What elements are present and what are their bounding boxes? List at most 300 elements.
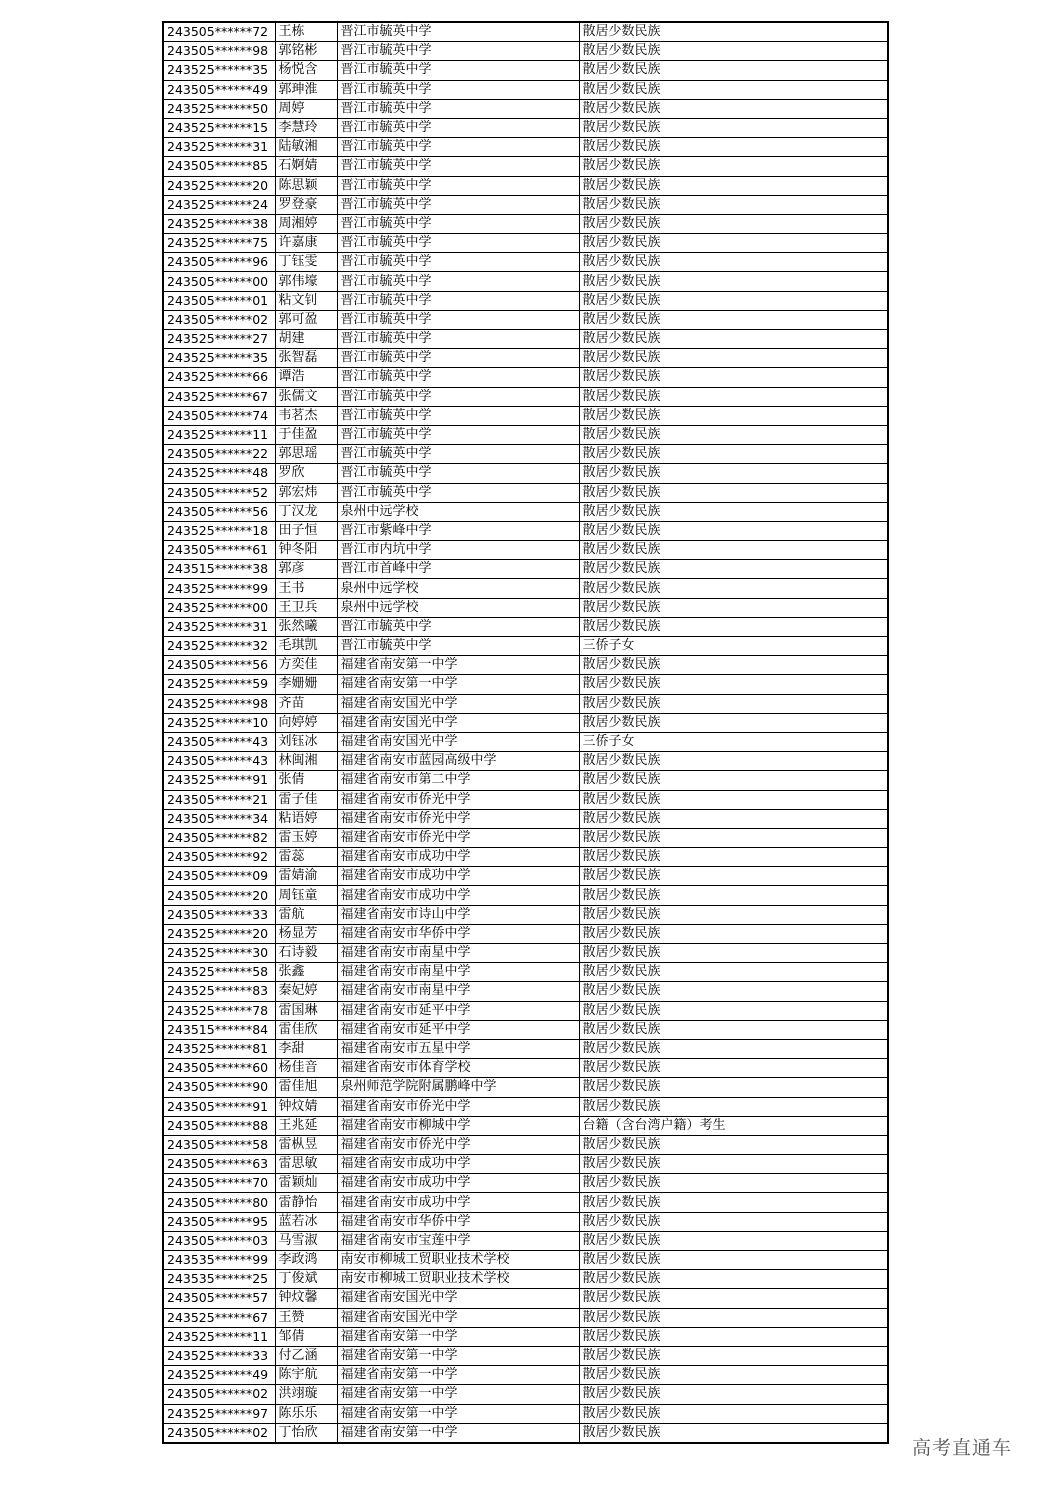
candidate-name: 粘文钊 [275,291,337,310]
table-row [163,1059,888,1078]
table-row [163,1001,888,1020]
school-name: 晋江市毓英中学 [337,406,579,425]
candidate-id: 243525******30 [163,944,275,963]
school-name: 晋江市毓英中学 [337,349,579,368]
school-name: 福建省南安市侨光中学 [337,1097,579,1116]
bonus-category: 散居少数民族 [579,675,888,694]
candidate-name: 田子恒 [275,521,337,540]
candidate-name: 郭铭彬 [275,42,337,61]
candidate-id: 243525******32 [163,637,275,656]
candidate-name: 杨显芳 [275,924,337,943]
school-name: 福建省南安市成功中学 [337,1193,579,1212]
school-name: 福建省南安市宝莲中学 [337,1231,579,1250]
table-row [163,22,888,42]
candidate-id: 243525******35 [163,61,275,80]
school-name: 晋江市毓英中学 [337,310,579,329]
school-name: 福建省南安市南星中学 [337,963,579,982]
bonus-category: 散居少数民族 [579,771,888,790]
table-row [163,118,888,137]
table-row [163,1289,888,1308]
table-row [163,42,888,61]
candidate-name: 秦妃婷 [275,982,337,1001]
table-row [163,368,888,387]
candidate-name: 王兆延 [275,1116,337,1135]
bonus-category: 散居少数民族 [579,809,888,828]
candidate-name: 郭可盈 [275,310,337,329]
bonus-category: 散居少数民族 [579,944,888,963]
candidate-id: 243525******10 [163,713,275,732]
school-name: 福建省南安国光中学 [337,694,579,713]
candidate-name: 石婀婧 [275,157,337,176]
candidate-id: 243525******33 [163,1346,275,1365]
bonus-category: 散居少数民族 [579,1039,888,1058]
candidate-name: 王赞 [275,1308,337,1327]
bonus-category: 散居少数民族 [579,1193,888,1212]
bonus-category: 散居少数民族 [579,42,888,61]
candidate-name: 郭彦 [275,560,337,579]
table-row [163,982,888,1001]
school-name: 南安市柳城工贸职业技术学校 [337,1270,579,1289]
candidate-id: 243505******22 [163,445,275,464]
bonus-category: 散居少数民族 [579,195,888,214]
bonus-category: 散居少数民族 [579,924,888,943]
candidate-name: 丁汉龙 [275,502,337,521]
candidate-name: 雷玉婷 [275,828,337,847]
table-row [163,502,888,521]
candidate-id: 243505******33 [163,905,275,924]
school-name: 福建省南安市成功中学 [337,1174,579,1193]
school-name: 福建省南安市蓝园高级中学 [337,752,579,771]
school-name: 晋江市毓英中学 [337,483,579,502]
table-row [163,99,888,118]
candidate-id: 243505******95 [163,1212,275,1231]
bonus-category: 散居少数民族 [579,272,888,291]
bonus-category: 散居少数民族 [579,1078,888,1097]
candidate-name: 雷佳旭 [275,1078,337,1097]
school-name: 福建省南安国光中学 [337,732,579,751]
candidate-name: 陆敏湘 [275,138,337,157]
candidate-name: 雷思敏 [275,1155,337,1174]
candidate-name: 郭思瑶 [275,445,337,464]
candidate-name: 罗欣 [275,464,337,483]
table-row [163,617,888,636]
candidate-id: 243505******90 [163,1078,275,1097]
candidate-name: 向婷婷 [275,713,337,732]
table-row [163,1039,888,1058]
school-name: 福建省南安市诗山中学 [337,905,579,924]
school-name: 泉州师范学院附属鹏峰中学 [337,1078,579,1097]
candidate-id: 243515******84 [163,1020,275,1039]
table-row [163,963,888,982]
candidate-id: 243505******52 [163,483,275,502]
school-name: 晋江市毓英中学 [337,445,579,464]
candidate-id: 243505******21 [163,790,275,809]
table-row [163,809,888,828]
table-row [163,157,888,176]
table-row [163,1231,888,1250]
candidate-id: 243505******92 [163,848,275,867]
candidate-id: 243505******56 [163,502,275,521]
candidate-name: 张智磊 [275,349,337,368]
candidate-name: 李甜 [275,1039,337,1058]
candidate-name: 粘语婷 [275,809,337,828]
candidate-name: 邹倩 [275,1327,337,1346]
bonus-category: 散居少数民族 [579,1327,888,1346]
candidate-name: 罗登豪 [275,195,337,214]
table-row [163,445,888,464]
bonus-category: 散居少数民族 [579,790,888,809]
school-name: 晋江市毓英中学 [337,42,579,61]
school-name: 晋江市毓英中学 [337,425,579,444]
candidate-name: 王书 [275,579,337,598]
school-name: 晋江市毓英中学 [337,157,579,176]
candidate-name: 刘钰冰 [275,732,337,751]
school-name: 福建省南安市柳城中学 [337,1116,579,1135]
candidate-name: 石诗毅 [275,944,337,963]
school-name: 晋江市毓英中学 [337,195,579,214]
bonus-category: 散居少数民族 [579,1366,888,1385]
bonus-category: 散居少数民族 [579,617,888,636]
candidate-name: 李政鸿 [275,1251,337,1270]
candidate-name: 杨佳音 [275,1059,337,1078]
table-row [163,1078,888,1097]
candidate-table-body [163,22,888,1443]
candidate-name: 郭珅淮 [275,80,337,99]
school-name: 福建省南安市五星中学 [337,1039,579,1058]
bonus-category: 散居少数民族 [579,694,888,713]
table-row [163,541,888,560]
candidate-name: 李慧玲 [275,118,337,137]
bonus-category: 散居少数民族 [579,982,888,1001]
bonus-category: 散居少数民族 [579,1346,888,1365]
table-row [163,1116,888,1135]
candidate-id: 243505******85 [163,157,275,176]
bonus-category: 散居少数民族 [579,291,888,310]
candidate-name: 钟冬阳 [275,541,337,560]
school-name: 晋江市毓英中学 [337,118,579,137]
bonus-category: 台籍（含台湾户籍）考生 [579,1116,888,1135]
table-row [163,886,888,905]
school-name: 福建省南安市侨光中学 [337,790,579,809]
bonus-category: 散居少数民族 [579,80,888,99]
school-name: 福建省南安第一中学 [337,1423,579,1443]
school-name: 晋江市毓英中学 [337,99,579,118]
candidate-name: 王卫兵 [275,598,337,617]
bonus-category: 散居少数民族 [579,502,888,521]
candidate-name: 张儒文 [275,387,337,406]
school-name: 晋江市毓英中学 [337,272,579,291]
bonus-category: 散居少数民族 [579,464,888,483]
table-row [163,1346,888,1365]
table-row [163,1423,888,1443]
bonus-category: 散居少数民族 [579,99,888,118]
school-name: 晋江市毓英中学 [337,387,579,406]
candidate-id: 243505******63 [163,1155,275,1174]
bonus-category: 散居少数民族 [579,445,888,464]
school-name: 泉州中远学校 [337,502,579,521]
school-name: 晋江市首峰中学 [337,560,579,579]
candidate-id: 243525******18 [163,521,275,540]
candidate-name: 方奕佳 [275,656,337,675]
table-row [163,349,888,368]
table-row [163,272,888,291]
candidate-id: 243505******88 [163,1116,275,1135]
table-row [163,61,888,80]
table-row [163,483,888,502]
school-name: 福建省南安市成功中学 [337,886,579,905]
candidate-name: 雷静怡 [275,1193,337,1212]
school-name: 福建省南安市体育学校 [337,1059,579,1078]
school-name: 福建省南安市延平中学 [337,1020,579,1039]
candidate-id: 243505******82 [163,828,275,847]
table-row [163,637,888,656]
candidate-id: 243505******98 [163,42,275,61]
watermark: 高考直通车 [912,1437,1013,1459]
candidate-name: 张鑫 [275,963,337,982]
bonus-category: 散居少数民族 [579,1020,888,1039]
candidate-id: 243525******50 [163,99,275,118]
candidate-id: 243505******09 [163,867,275,886]
bonus-category: 散居少数民族 [579,234,888,253]
candidate-id: 243505******02 [163,310,275,329]
candidate-id: 243525******97 [163,1404,275,1423]
candidate-id: 243515******38 [163,560,275,579]
candidate-name: 雷佳欣 [275,1020,337,1039]
school-name: 晋江市毓英中学 [337,234,579,253]
candidate-id: 243525******91 [163,771,275,790]
school-name: 福建省南安第一中学 [337,1366,579,1385]
school-name: 晋江市内坑中学 [337,541,579,560]
bonus-category: 散居少数民族 [579,848,888,867]
candidate-id: 243505******74 [163,406,275,425]
candidate-name: 雷婧渝 [275,867,337,886]
school-name: 晋江市毓英中学 [337,464,579,483]
table-row [163,1097,888,1116]
table-row [163,1327,888,1346]
bonus-category: 散居少数民族 [579,1212,888,1231]
school-name: 福建省南安市南星中学 [337,982,579,1001]
table-row [163,867,888,886]
table-row [163,310,888,329]
school-name: 福建省南安市南星中学 [337,944,579,963]
table-row [163,1308,888,1327]
school-name: 晋江市紫峰中学 [337,521,579,540]
school-name: 福建省南安市成功中学 [337,867,579,886]
candidate-name: 李姗姗 [275,675,337,694]
bonus-category: 散居少数民族 [579,214,888,233]
table-row [163,790,888,809]
candidate-id: 243505******49 [163,80,275,99]
table-row [163,848,888,867]
candidate-id: 243505******43 [163,752,275,771]
bonus-category: 散居少数民族 [579,1174,888,1193]
table-row [163,905,888,924]
table-row [163,176,888,195]
candidate-name: 付乙涵 [275,1346,337,1365]
candidate-name: 许嘉康 [275,234,337,253]
candidate-id: 243525******11 [163,425,275,444]
candidate-id: 243525******78 [163,1001,275,1020]
candidate-id: 243505******20 [163,886,275,905]
candidate-id: 243525******00 [163,598,275,617]
candidate-id: 243505******01 [163,291,275,310]
table-row [163,406,888,425]
candidate-name: 蓝若冰 [275,1212,337,1231]
bonus-category: 散居少数民族 [579,368,888,387]
candidate-id: 243505******03 [163,1231,275,1250]
candidate-id: 243505******80 [163,1193,275,1212]
bonus-category: 散居少数民族 [579,1135,888,1154]
bonus-category: 散居少数民族 [579,521,888,540]
bonus-category: 散居少数民族 [579,1155,888,1174]
school-name: 福建省南安国光中学 [337,713,579,732]
bonus-category: 散居少数民族 [579,1270,888,1289]
table-row [163,675,888,694]
bonus-category: 散居少数民族 [579,560,888,579]
candidate-id: 243525******58 [163,963,275,982]
table-row [163,1366,888,1385]
candidate-id: 243525******11 [163,1327,275,1346]
bonus-category: 散居少数民族 [579,118,888,137]
candidate-id: 243535******99 [163,1251,275,1270]
candidate-name: 齐苗 [275,694,337,713]
candidate-id: 243535******25 [163,1270,275,1289]
school-name: 晋江市毓英中学 [337,61,579,80]
bonus-category: 散居少数民族 [579,176,888,195]
table-row [163,1155,888,1174]
candidate-name: 雷子佳 [275,790,337,809]
bonus-category: 散居少数民族 [579,1001,888,1020]
candidate-id: 243525******27 [163,330,275,349]
candidate-name: 张然曦 [275,617,337,636]
candidate-name: 丁钰雯 [275,253,337,272]
bonus-category: 散居少数民族 [579,387,888,406]
school-name: 福建省南安国光中学 [337,1308,579,1327]
bonus-category: 散居少数民族 [579,157,888,176]
candidate-id: 243525******98 [163,694,275,713]
bonus-category: 散居少数民族 [579,713,888,732]
school-name: 福建省南安市延平中学 [337,1001,579,1020]
candidate-name: 王栋 [275,22,337,42]
candidate-name: 雷颖灿 [275,1174,337,1193]
bonus-category: 散居少数民族 [579,1251,888,1270]
bonus-category: 散居少数民族 [579,963,888,982]
school-name: 晋江市毓英中学 [337,214,579,233]
candidate-id: 243525******66 [163,368,275,387]
candidate-id: 243525******31 [163,617,275,636]
table-row [163,1193,888,1212]
bonus-category: 散居少数民族 [579,752,888,771]
candidate-name: 陈乐乐 [275,1404,337,1423]
candidate-id: 243525******31 [163,138,275,157]
candidate-name: 钟炆婧 [275,1097,337,1116]
bonus-category: 散居少数民族 [579,867,888,886]
bonus-category: 散居少数民族 [579,61,888,80]
school-name: 晋江市毓英中学 [337,253,579,272]
bonus-category: 散居少数民族 [579,330,888,349]
candidate-id: 243525******81 [163,1039,275,1058]
bonus-category: 散居少数民族 [579,1404,888,1423]
school-name: 福建省南安市侨光中学 [337,1135,579,1154]
table-row [163,138,888,157]
bonus-category: 散居少数民族 [579,1385,888,1404]
school-name: 福建省南安第一中学 [337,1346,579,1365]
candidate-name: 陈思颖 [275,176,337,195]
bonus-category: 散居少数民族 [579,1423,888,1443]
table-row [163,1174,888,1193]
candidate-name: 雷航 [275,905,337,924]
school-name: 福建省南安第一中学 [337,1385,579,1404]
table-row [163,579,888,598]
table-row [163,656,888,675]
table-row [163,80,888,99]
table-row [163,253,888,272]
candidate-name: 钟炆馨 [275,1289,337,1308]
table-row [163,828,888,847]
bonus-category: 散居少数民族 [579,22,888,42]
candidate-name: 周湘婷 [275,214,337,233]
candidate-id: 243525******83 [163,982,275,1001]
candidate-id: 243505******96 [163,253,275,272]
candidate-id: 243505******02 [163,1385,275,1404]
school-name: 晋江市毓英中学 [337,80,579,99]
school-name: 福建省南安市成功中学 [337,1155,579,1174]
candidate-name: 毛琪凯 [275,637,337,656]
bonus-category: 散居少数民族 [579,1308,888,1327]
candidate-id: 243525******67 [163,387,275,406]
candidate-name: 谭浩 [275,368,337,387]
school-name: 泉州中远学校 [337,579,579,598]
school-name: 晋江市毓英中学 [337,22,579,42]
candidate-name: 周婷 [275,99,337,118]
candidate-name: 周钰童 [275,886,337,905]
bonus-category: 散居少数民族 [579,1289,888,1308]
school-name: 南安市柳城工贸职业技术学校 [337,1251,579,1270]
bonus-category: 散居少数民族 [579,425,888,444]
candidate-id: 243505******72 [163,22,275,42]
table-row [163,694,888,713]
table-row [163,732,888,751]
school-name: 福建省南安第一中学 [337,675,579,694]
candidate-name: 杨悦含 [275,61,337,80]
school-name: 福建省南安国光中学 [337,1289,579,1308]
table-row [163,752,888,771]
candidate-name: 郭宏炜 [275,483,337,502]
candidate-id: 243525******75 [163,234,275,253]
bonus-category: 三侨子女 [579,732,888,751]
school-name: 福建省南安市侨光中学 [337,828,579,847]
school-name: 晋江市毓英中学 [337,617,579,636]
candidate-id: 243525******35 [163,349,275,368]
candidate-table [162,21,889,1444]
candidate-name: 胡建 [275,330,337,349]
table-row [163,291,888,310]
candidate-name: 郭伟壕 [275,272,337,291]
candidate-id: 243505******34 [163,809,275,828]
bonus-category: 散居少数民族 [579,828,888,847]
table-row [163,1270,888,1289]
bonus-category: 散居少数民族 [579,310,888,329]
candidate-id: 243525******20 [163,176,275,195]
candidate-id: 243525******24 [163,195,275,214]
candidate-id: 243505******60 [163,1059,275,1078]
bonus-category: 散居少数民族 [579,349,888,368]
table-row [163,1020,888,1039]
school-name: 福建省南安第一中学 [337,1327,579,1346]
table-row [163,521,888,540]
table-row [163,1135,888,1154]
candidate-id: 243525******38 [163,214,275,233]
